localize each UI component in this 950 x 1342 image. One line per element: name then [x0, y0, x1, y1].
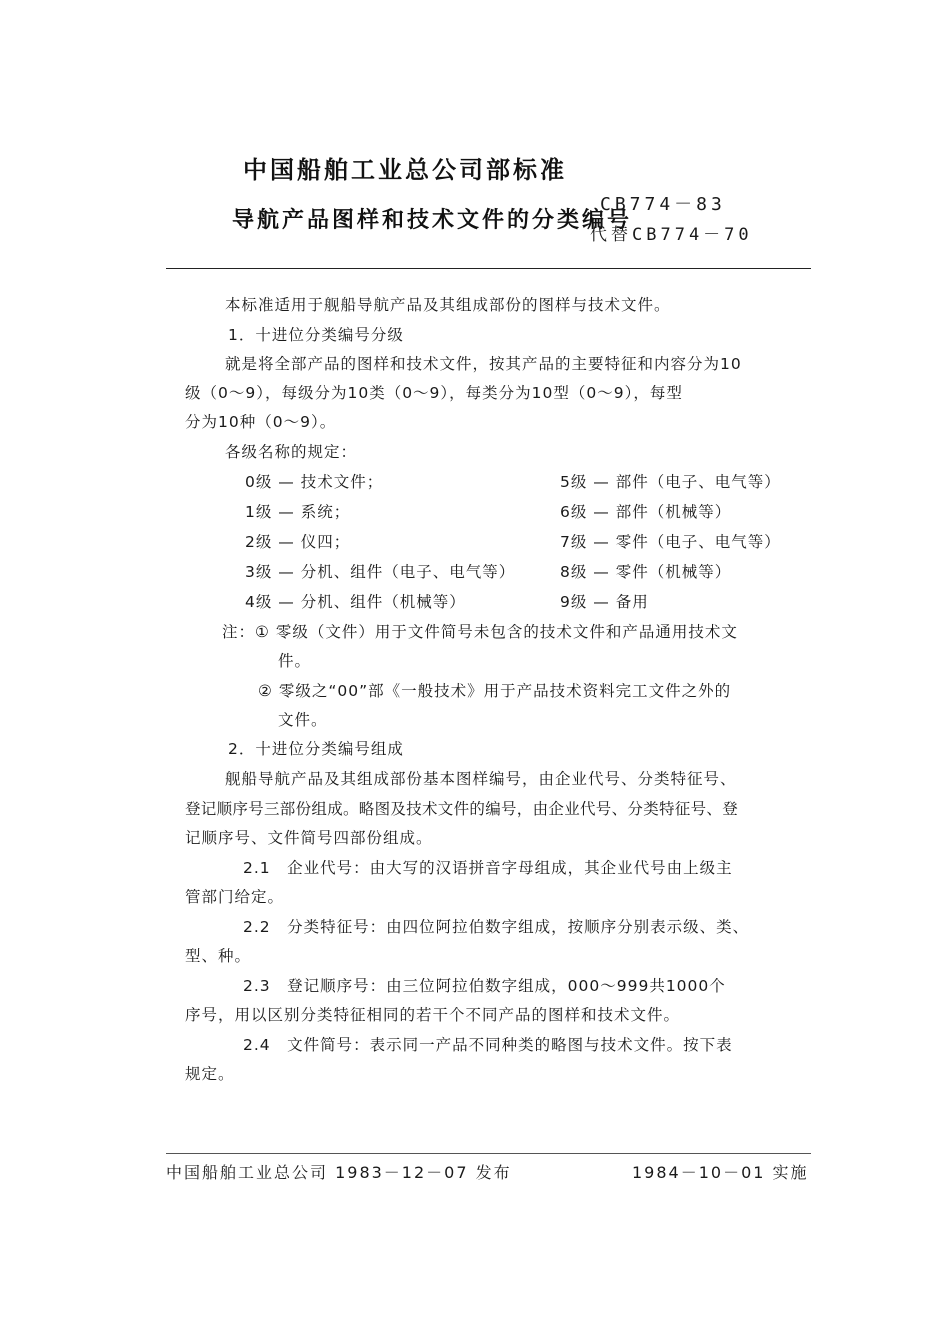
- note-1-line: 注：① 零级（文件）用于文件简号未包含的技术文件和产品通用技术文: [222, 623, 738, 641]
- section-1-paragraph-line: 就是将全部产品的图样和技术文件，按其产品的主要特征和内容分为10: [225, 355, 742, 373]
- section-2-heading: 2．十进位分类编号组成: [228, 740, 404, 758]
- level-item: 8级 — 零件（机械等）: [560, 563, 732, 581]
- clause-2-2-line: 型、种。: [185, 947, 252, 965]
- section-2-paragraph-line: 舰船导航产品及其组成部份基本图样编号，由企业代号、分类特征号、: [225, 770, 737, 788]
- intro-text: 本标准适用于舰船导航产品及其组成部份的图样与技术文件。: [225, 296, 671, 314]
- section-2-paragraph-line: 记顺序号、文件简号四部份组成。: [185, 829, 433, 847]
- level-item: 2级 — 仪四；: [245, 533, 351, 551]
- clause-2-4-line: 2.4 文件简号：表示同一产品不同种类的略图与技术文件。按下表: [243, 1036, 733, 1054]
- level-item: 9级 — 备用: [560, 593, 649, 611]
- replaces-code: 代替CB774－70: [590, 225, 753, 245]
- note-2-line: ② 零级之“00”部《一般技术》用于产品技术资料完工文件之外的: [258, 682, 732, 700]
- clause-2-3-line: 序号，用以区别分类特征相同的若干个不同产品的图样和技术文件。: [185, 1006, 681, 1024]
- effective-date: 1984－10－01 实施: [632, 1163, 809, 1182]
- clause-2-3-line: 2.3 登记顺序号：由三位阿拉伯数字组成，000～999共1000个: [243, 977, 726, 995]
- level-item: 7级 — 零件（电子、电气等）: [560, 533, 781, 551]
- level-item: 3级 — 分机、组件（电子、电气等）: [245, 563, 516, 581]
- section-1-heading: 1．十进位分类编号分级: [228, 326, 404, 344]
- level-item: 0级 — 技术文件；: [245, 473, 384, 491]
- levels-heading: 各级名称的规定：: [225, 443, 358, 461]
- clause-2-4-line: 规定。: [185, 1065, 235, 1083]
- clause-2-1-line: 2.1 企业代号：由大写的汉语拼音字母组成，其企业代号由上级主: [243, 859, 733, 877]
- section-2-paragraph-line: 登记顺序号三部份组成。略图及技术文件的编号，由企业代号、分类特征号、登: [185, 800, 739, 818]
- note-1-line: 件。: [278, 652, 312, 670]
- org-line: 中国船舶工业总公司部标准: [243, 156, 567, 184]
- clause-2-2-line: 2.2 分类特征号：由四位阿拉伯数字组成，按顺序分别表示级、类、: [243, 918, 750, 936]
- section-1-paragraph-line: 级（0～9），每级分为10类（0～9），每类分为10型（0～9），每型: [185, 384, 683, 402]
- level-item: 5级 — 部件（电子、电气等）: [560, 473, 781, 491]
- note-2-line: 文件。: [278, 711, 328, 729]
- standard-title: 导航产品图样和技术文件的分类编号: [232, 208, 633, 233]
- level-item: 6级 — 部件（机械等）: [560, 503, 732, 521]
- level-item: 4级 — 分机、组件（机械等）: [245, 593, 466, 611]
- footer-rule: [166, 1153, 811, 1154]
- clause-2-1-line: 管部门给定。: [185, 888, 285, 906]
- level-item: 1级 — 系统；: [245, 503, 351, 521]
- section-1-paragraph-line: 分为10种（0～9）。: [185, 413, 337, 431]
- standard-code: CB774－83: [600, 194, 726, 215]
- header-rule: [166, 268, 811, 269]
- issue-date: 中国船舶工业总公司 1983－12－07 发布: [166, 1163, 512, 1182]
